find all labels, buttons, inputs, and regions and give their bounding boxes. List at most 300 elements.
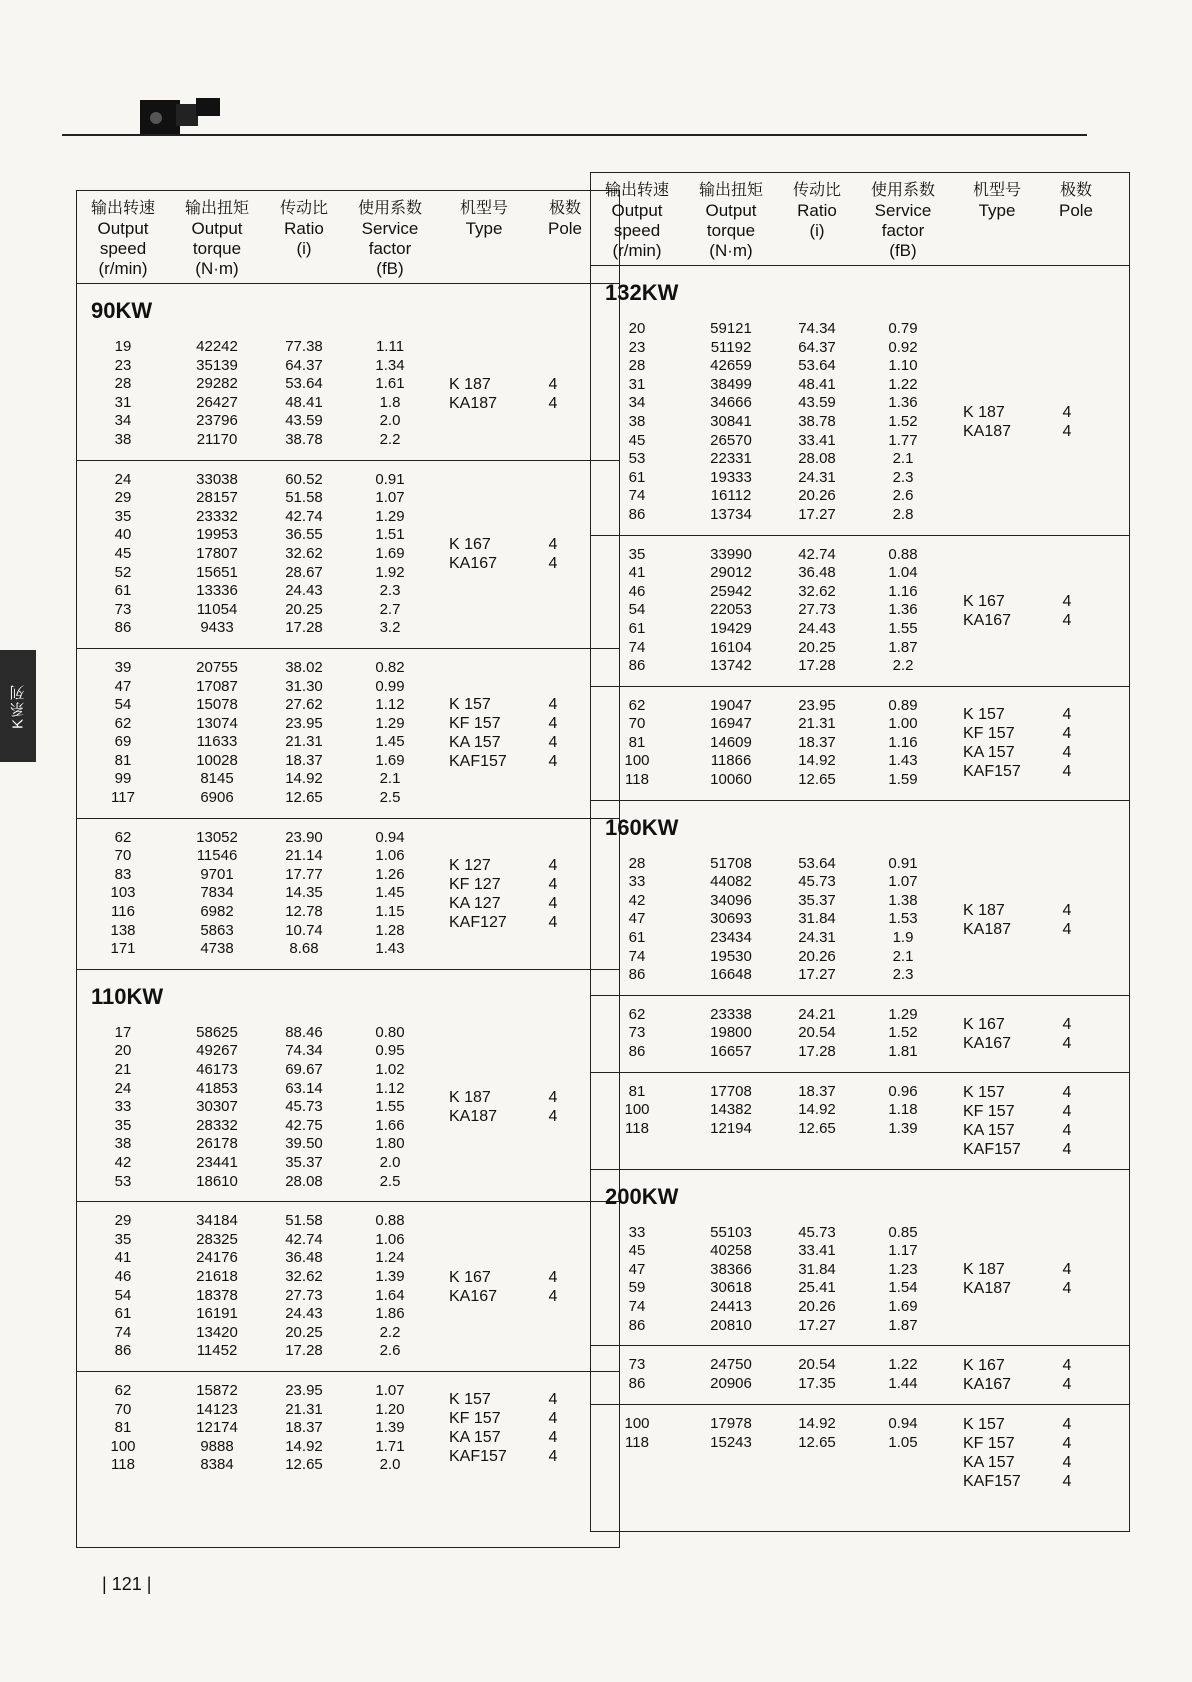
torque-column: [683, 1415, 779, 1491]
header-en: (fB): [376, 259, 404, 278]
type-value: K 187: [449, 1089, 491, 1107]
type-value: K 157: [449, 696, 491, 714]
type-row: [437, 714, 599, 733]
torque-value: 29012: [710, 564, 752, 582]
left-table: [76, 190, 620, 1548]
ratio-value: 18.37: [285, 1419, 323, 1437]
speed-value: 86: [114, 619, 132, 637]
ratio-value: 28.08: [285, 1172, 323, 1190]
speed-value: 83: [114, 865, 132, 883]
ratio-value: 25.41: [798, 1279, 836, 1297]
type-value: KF 157: [449, 1410, 501, 1428]
header-en: Service: [874, 201, 932, 220]
ratio-value: 24.31: [798, 468, 836, 486]
ratio-column: [779, 697, 855, 790]
ratio-value: 63.14: [285, 1079, 323, 1097]
type-value: KA167: [963, 611, 1012, 629]
torque-value: 34184: [196, 1212, 238, 1230]
header-en: Pole: [547, 219, 583, 238]
ratio-value: 36.48: [798, 564, 836, 582]
ratio-value: 31.30: [285, 677, 323, 695]
fb-value: 1.06: [375, 1230, 405, 1248]
torque-value: 59121: [710, 320, 752, 337]
speed-value: 74: [114, 1323, 132, 1341]
type-value: KF 157: [449, 715, 501, 733]
torque-value: 30841: [710, 412, 752, 430]
torque-value: 19333: [710, 468, 752, 486]
ratio-value: 42.74: [285, 507, 323, 525]
ratio-value: 42.74: [798, 545, 836, 563]
ratio-value: 21.31: [285, 733, 323, 751]
speed-column: [591, 546, 683, 676]
speed-value: 47: [114, 677, 132, 695]
fb-value: 1.9: [892, 929, 914, 947]
speed-column: [77, 1024, 169, 1191]
type-pole-column: [437, 338, 599, 450]
header-en: (N·m): [195, 259, 239, 278]
torque-value: 11866: [710, 752, 752, 770]
fb-value: 1.43: [888, 752, 918, 770]
torque-value: 28157: [196, 489, 238, 507]
torque-value: 44082: [710, 873, 752, 891]
header-en: Type: [465, 219, 503, 238]
speed-value: 69: [114, 733, 132, 751]
speed-value: 62: [114, 1381, 132, 1399]
ratio-value: 27.73: [798, 601, 836, 619]
speed-value: 41: [114, 1249, 132, 1267]
fb-column: [855, 546, 951, 676]
ratio-value: 64.37: [798, 338, 836, 356]
speed-value: 116: [111, 903, 135, 921]
type-row: [951, 705, 1109, 724]
fb-value: 1.22: [888, 1356, 918, 1374]
speed-value: 28: [628, 854, 646, 872]
type-value: KA167: [449, 1287, 498, 1305]
fb-value: 2.5: [379, 1172, 401, 1190]
ratio-value: 31.84: [798, 910, 836, 928]
block-rows: [77, 1014, 619, 1201]
fb-value: 1.87: [888, 638, 918, 656]
type-row: [951, 1415, 1109, 1434]
speed-value: 70: [114, 847, 132, 865]
speed-column: [77, 1382, 169, 1475]
torque-value: 13336: [196, 582, 238, 600]
ratio-value: 45.73: [798, 1223, 836, 1241]
torque-value: 7834: [200, 884, 234, 902]
series-side-tab: K系列: [0, 650, 36, 762]
ratio-column: [779, 546, 855, 676]
speed-column: [591, 697, 683, 790]
type-value: K 187: [449, 375, 491, 393]
type-value: KAF157: [963, 1140, 1021, 1158]
fb-value: 0.80: [375, 1023, 405, 1041]
speed-value: 34: [628, 394, 646, 412]
ratio-value: 20.26: [798, 1297, 836, 1315]
torque-column: [683, 320, 779, 525]
fb-value: 1.87: [888, 1316, 918, 1334]
speed-value: 73: [628, 1024, 646, 1042]
type-row: [951, 1356, 1109, 1375]
ratio-column: [265, 829, 343, 959]
type-value: KA 157: [449, 734, 501, 752]
type-value: K 187: [963, 901, 1005, 919]
fb-column: [343, 1024, 437, 1191]
type-value: KAF157: [963, 1473, 1021, 1491]
fb-value: 1.43: [375, 940, 405, 958]
pole-value: 4: [1062, 1376, 1072, 1394]
ratio-value: 20.25: [285, 600, 323, 618]
torque-value: 30307: [196, 1098, 238, 1116]
speed-column: [591, 1006, 683, 1062]
pole-value: 4: [548, 1287, 558, 1305]
pole-value: 4: [1062, 1454, 1072, 1472]
torque-value: 38366: [710, 1260, 752, 1278]
speed-value: 46: [628, 582, 646, 600]
pole-value: 4: [1062, 744, 1072, 762]
pole-value: 4: [1062, 423, 1072, 441]
fb-value: 1.15: [375, 903, 405, 921]
speed-value: 61: [628, 468, 646, 486]
speed-value: 53: [628, 450, 646, 468]
header-zh: 使用系数: [357, 200, 422, 217]
ratio-value: 39.50: [285, 1135, 323, 1153]
torque-value: 9888: [200, 1437, 234, 1455]
fb-value: 1.10: [888, 357, 918, 375]
torque-value: 17087: [196, 677, 238, 695]
torque-column: [169, 1212, 265, 1361]
ratio-value: 14.92: [285, 770, 323, 788]
fb-value: 1.02: [375, 1061, 405, 1078]
fb-value: 1.18: [888, 1101, 918, 1119]
header-en: (fB): [889, 241, 917, 260]
fb-value: 2.3: [892, 468, 914, 486]
ratio-value: 17.77: [285, 865, 323, 883]
ratio-value: 69.67: [285, 1061, 323, 1078]
header-zh: 输出转速: [90, 200, 155, 217]
ratio-value: 18.37: [798, 1082, 836, 1100]
torque-value: 11546: [196, 847, 238, 865]
header-cell: [437, 191, 531, 283]
fb-value: 1.39: [375, 1267, 405, 1285]
torque-value: 38499: [710, 375, 752, 393]
ratio-value: 51.58: [285, 1212, 323, 1230]
ratio-column: [779, 1224, 855, 1336]
block-rows: [591, 996, 1129, 1072]
torque-value: 51708: [710, 854, 752, 872]
ratio-value: 60.52: [285, 470, 323, 488]
speed-value: 138: [110, 921, 136, 939]
ratio-value: 38.78: [798, 412, 836, 430]
type-value: K 157: [449, 1391, 491, 1409]
pole-value: 4: [548, 1448, 558, 1466]
fb-value: 2.2: [379, 430, 401, 448]
header-cell: [531, 191, 599, 283]
ratio-value: 77.38: [285, 338, 323, 355]
pole-value: 4: [1062, 1140, 1072, 1158]
type-value: KA 157: [963, 1121, 1015, 1139]
fb-value: 2.7: [379, 600, 401, 618]
torque-value: 9433: [200, 619, 234, 637]
power-block: [77, 970, 619, 1202]
speed-column: [591, 855, 683, 985]
type-row: [951, 920, 1109, 939]
block-rows: [591, 310, 1129, 535]
type-row: [437, 1107, 599, 1126]
speed-value: 81: [114, 1419, 132, 1437]
fb-value: 1.69: [375, 751, 405, 769]
ratio-value: 10.74: [285, 921, 323, 939]
speed-value: 38: [114, 430, 132, 448]
speed-value: 59: [628, 1279, 646, 1297]
torque-value: 23441: [196, 1153, 238, 1171]
type-pole-column: [437, 1024, 599, 1191]
fb-value: 2.2: [379, 1323, 401, 1341]
speed-value: 35: [628, 545, 646, 563]
fb-column: [343, 1212, 437, 1361]
fb-value: 1.8: [379, 393, 401, 411]
type-value: K 157: [963, 706, 1005, 724]
ratio-value: 20.26: [798, 947, 836, 965]
fb-column: [855, 1415, 951, 1491]
speed-value: 29: [114, 489, 132, 507]
fb-value: 0.79: [888, 320, 918, 337]
torque-value: 30693: [710, 910, 752, 928]
type-row: [437, 875, 599, 894]
speed-value: 24: [114, 470, 132, 488]
fb-value: 1.12: [375, 696, 405, 714]
fb-value: 1.55: [375, 1098, 405, 1116]
power-block: [591, 266, 1129, 536]
ratio-column: [265, 338, 343, 450]
ratio-value: 18.37: [285, 751, 323, 769]
speed-value: 103: [110, 884, 136, 902]
torque-value: 20755: [196, 658, 238, 676]
torque-value: 8145: [200, 770, 234, 788]
type-value: KA187: [963, 920, 1012, 938]
power-block: [77, 649, 619, 819]
torque-value: 6906: [200, 789, 234, 807]
torque-value: 13052: [196, 828, 238, 846]
torque-value: 23332: [196, 507, 238, 525]
type-row: [437, 535, 599, 554]
block-rows: [77, 1202, 619, 1371]
fb-value: 2.0: [379, 412, 401, 430]
ratio-value: 20.25: [285, 1323, 323, 1341]
fb-value: 1.26: [375, 865, 405, 883]
block-rows: [77, 649, 619, 818]
type-pole-column: [951, 1224, 1109, 1336]
fb-column: [343, 338, 437, 450]
fb-value: 1.11: [375, 338, 405, 355]
torque-value: 30618: [710, 1279, 752, 1297]
torque-value: 20810: [710, 1316, 752, 1334]
torque-value: 26570: [710, 431, 752, 449]
type-pole-column: [437, 659, 599, 808]
speed-value: 21: [114, 1061, 132, 1078]
fb-value: 1.77: [888, 431, 918, 449]
fb-value: 1.06: [375, 847, 405, 865]
type-pole-column: [951, 1415, 1109, 1491]
type-value: KF 157: [963, 725, 1015, 743]
fb-value: 2.3: [892, 966, 914, 984]
speed-column: [591, 1083, 683, 1159]
torque-value: 34666: [710, 394, 752, 412]
header-en: factor: [368, 239, 412, 258]
pole-value: 4: [548, 894, 558, 912]
header-cell: [265, 191, 343, 283]
header-en: (i): [296, 239, 312, 258]
pole-value: 4: [548, 856, 558, 874]
torque-value: 4738: [200, 940, 234, 958]
speed-value: 117: [111, 789, 135, 807]
speed-value: 118: [625, 1119, 649, 1137]
ratio-value: 17.28: [285, 1342, 323, 1360]
type-value: K 157: [963, 1083, 1005, 1101]
speed-column: [591, 1415, 683, 1491]
ratio-value: 20.54: [798, 1356, 836, 1374]
fb-column: [855, 320, 951, 525]
ratio-value: 21.31: [798, 715, 836, 733]
speed-value: 28: [114, 375, 132, 393]
speed-value: 171: [110, 940, 136, 958]
speed-value: 35: [114, 1116, 132, 1134]
torque-value: 14382: [710, 1101, 752, 1119]
header-en: torque: [706, 221, 756, 240]
speed-value: 19: [114, 338, 132, 355]
ratio-column: [265, 1024, 343, 1191]
speed-column: [77, 338, 169, 450]
speed-column: [77, 471, 169, 638]
torque-value: 12174: [196, 1419, 238, 1437]
type-value: KF 157: [963, 1435, 1015, 1453]
ratio-column: [265, 471, 343, 638]
fb-value: 1.45: [375, 884, 405, 902]
header-cell: [683, 173, 779, 265]
type-row: [951, 724, 1109, 743]
torque-value: 22053: [710, 601, 752, 619]
header-en: Service: [361, 219, 419, 238]
ratio-value: 17.27: [798, 1316, 836, 1334]
fb-value: 1.80: [375, 1135, 405, 1153]
torque-value: 18378: [196, 1286, 238, 1304]
ratio-value: 20.26: [798, 487, 836, 505]
speed-value: 61: [628, 619, 646, 637]
block-rows: [591, 536, 1129, 686]
fb-value: 2.6: [892, 487, 914, 505]
speed-value: 24: [114, 1079, 132, 1097]
type-value: K 167: [449, 536, 491, 554]
fb-value: 1.69: [375, 544, 405, 562]
pole-value: 4: [1062, 1121, 1072, 1139]
torque-column: [683, 697, 779, 790]
ratio-value: 21.31: [285, 1400, 323, 1418]
speed-column: [77, 659, 169, 808]
block-rows: [591, 1405, 1129, 1501]
type-value: KA187: [449, 394, 498, 412]
ratio-value: 24.43: [798, 619, 836, 637]
type-value: KA167: [449, 555, 498, 573]
type-value: K 167: [963, 1357, 1005, 1375]
pole-value: 4: [548, 1108, 558, 1126]
torque-value: 11633: [196, 733, 238, 751]
torque-value: 26427: [196, 393, 238, 411]
type-row: [951, 422, 1109, 441]
speed-value: 33: [628, 1223, 646, 1241]
ratio-value: 45.73: [798, 873, 836, 891]
type-pole-column: [437, 471, 599, 638]
speed-value: 100: [624, 752, 650, 770]
ratio-value: 24.43: [285, 1305, 323, 1323]
pole-value: 4: [1062, 1034, 1072, 1052]
type-value: KAF157: [963, 763, 1021, 781]
power-rating-heading: 132KW: [605, 280, 679, 305]
torque-value: 58625: [196, 1023, 238, 1041]
pole-value: 4: [1062, 1416, 1072, 1434]
fb-value: 2.1: [892, 450, 914, 468]
ratio-value: 32.62: [285, 544, 323, 562]
type-pole-column: [437, 1212, 599, 1361]
speed-value: 74: [628, 638, 646, 656]
fb-value: 3.2: [379, 619, 401, 637]
pole-value: 4: [548, 753, 558, 771]
fb-value: 1.07: [375, 1381, 405, 1399]
torque-value: 15651: [196, 563, 238, 581]
type-row: [437, 856, 599, 875]
fb-value: 1.55: [888, 619, 918, 637]
ratio-value: 21.14: [285, 847, 323, 865]
torque-value: 55103: [710, 1223, 752, 1241]
speed-value: 81: [628, 733, 646, 751]
speed-column: [591, 1224, 683, 1336]
ratio-column: [779, 855, 855, 985]
ratio-value: 17.28: [798, 1043, 836, 1060]
torque-value: 22331: [710, 450, 752, 468]
fb-column: [343, 1382, 437, 1475]
fb-value: 1.29: [375, 507, 405, 525]
fb-value: 1.52: [888, 1024, 918, 1042]
ratio-value: 36.55: [285, 526, 323, 544]
fb-column: [343, 829, 437, 959]
type-value: K 187: [963, 1261, 1005, 1279]
pole-value: 4: [1062, 901, 1072, 919]
speed-value: 47: [628, 1260, 646, 1278]
type-row: [437, 1447, 599, 1466]
speed-value: 38: [114, 1135, 132, 1153]
power-block: [77, 1202, 619, 1372]
ratio-column: [779, 1006, 855, 1062]
speed-value: 45: [114, 544, 132, 562]
fb-value: 0.88: [375, 1212, 405, 1230]
fb-value: 1.54: [888, 1279, 918, 1297]
header-en: Type: [978, 201, 1016, 220]
type-value: KA167: [963, 1034, 1012, 1052]
pole-value: 4: [548, 536, 558, 554]
fb-value: 1.51: [375, 526, 405, 544]
power-block: [591, 1405, 1129, 1501]
torque-value: 11452: [196, 1342, 238, 1360]
torque-value: 20906: [710, 1374, 752, 1392]
torque-column: [169, 1024, 265, 1191]
ratio-value: 74.34: [798, 320, 836, 337]
speed-value: 20: [114, 1042, 132, 1060]
type-value: K 167: [963, 1015, 1005, 1033]
torque-value: 18610: [196, 1172, 238, 1190]
speed-value: 29: [114, 1212, 132, 1230]
torque-value: 28332: [196, 1116, 238, 1134]
torque-value: 15078: [196, 696, 238, 714]
speed-value: 17: [114, 1023, 132, 1041]
speed-value: 35: [114, 507, 132, 525]
